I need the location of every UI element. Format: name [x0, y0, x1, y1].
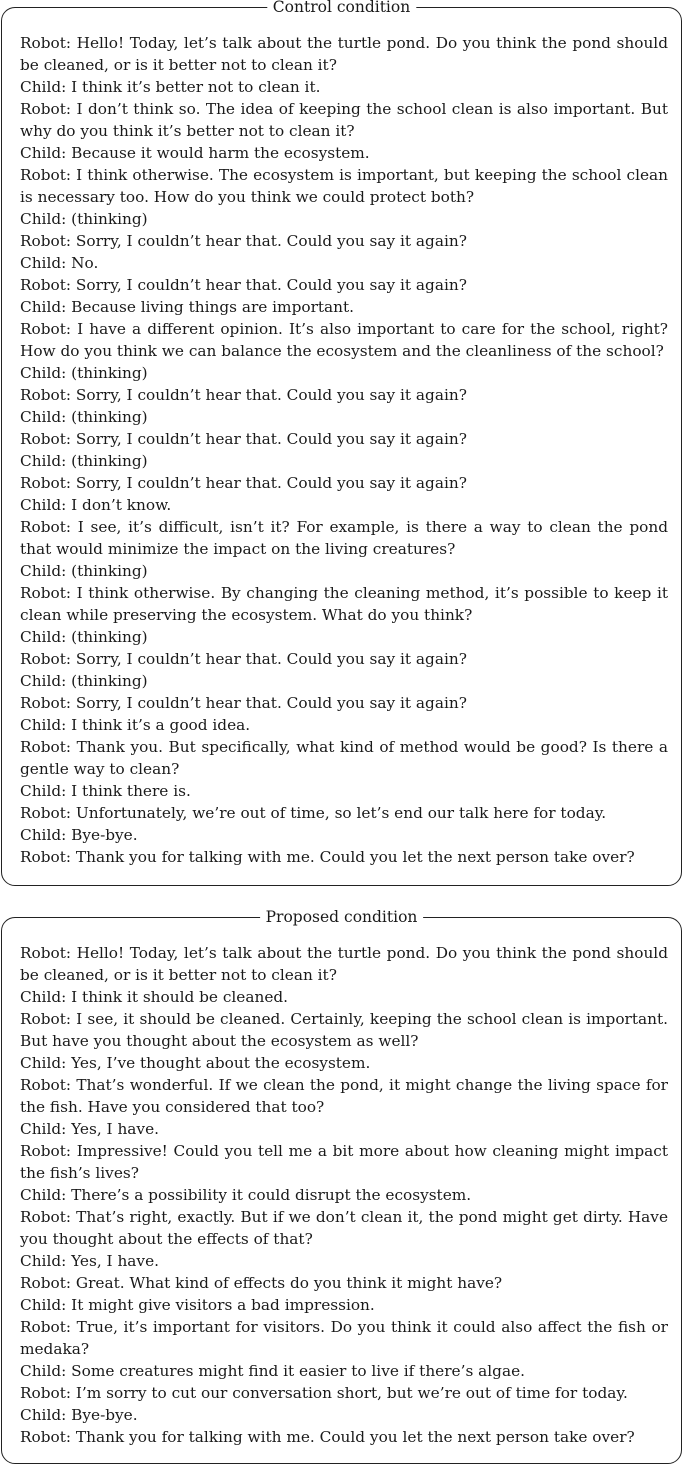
robot-turn: Robot: Hello! Today, let’s talk about the turtle pond. Do you think the pond should be cleaned, or is it better not to clean it? [20, 944, 668, 984]
robot-turn: Robot: Thank you for talking with me. Could you let the next person take over? [20, 848, 635, 866]
robot-turn: Robot: Sorry, I couldn’t hear that. Could you say it again? [20, 650, 467, 668]
robot-turn: Robot: I see, it’s difficult, isn’t it? For example, is there a way to clean the pond that would minimize the impact on the living creatures? [20, 518, 668, 558]
child-turn: Child: Yes, I’ve thought about the ecosystem. [20, 1054, 371, 1072]
robot-turn: Robot: That’s wonderful. If we clean the pond, it might change the living space for the fish. Have you considered that too? [20, 1076, 668, 1116]
robot-turn: Robot: Hello! Today, let’s talk about the turtle pond. Do you think the pond should be cleaned, or is it better not to clean it? [20, 34, 668, 74]
child-turn: Child: (thinking) [20, 452, 148, 470]
child-turn: Child: (thinking) [20, 408, 148, 426]
child-turn: Child: (thinking) [20, 210, 148, 228]
child-turn: Child: I think there is. [20, 782, 191, 800]
child-turn: Child: Yes, I have. [20, 1120, 159, 1138]
robot-turn: Robot: Thank you for talking with me. Could you let the next person take over? [20, 1428, 635, 1446]
proposed-condition-title: Proposed condition [260, 907, 424, 927]
child-turn: Child: (thinking) [20, 364, 148, 382]
child-turn: Child: I don’t know. [20, 496, 172, 514]
child-turn: Child: No. [20, 254, 99, 272]
control-condition-title: Control condition [267, 0, 416, 17]
control-condition-panel [1, 0, 682, 886]
child-turn: Child: Bye-bye. [20, 1406, 138, 1424]
child-turn: Child: Yes, I have. [20, 1252, 159, 1270]
robot-turn: Robot: Great. What kind of effects do you think it might have? [20, 1274, 503, 1292]
child-turn: Child: I think it’s better not to clean it. [20, 78, 321, 96]
child-turn: Child: I think it should be cleaned. [20, 988, 289, 1006]
robot-turn: Robot: I don’t think so. The idea of keeping the school clean is also important. But why do you think it’s better not to clean it? [20, 100, 668, 140]
child-turn: Child: (thinking) [20, 562, 148, 580]
proposed-condition-panel [1, 908, 682, 1464]
robot-turn: Robot: Sorry, I couldn’t hear that. Could you say it again? [20, 386, 467, 404]
child-turn: Child: Because it would harm the ecosystem. [20, 144, 370, 162]
robot-turn: Robot: I think otherwise. By changing the cleaning method, it’s possible to keep it clean while preserving the ecosystem. What do you think? [20, 584, 668, 624]
robot-turn: Robot: Sorry, I couldn’t hear that. Could you say it again? [20, 276, 467, 294]
robot-turn: Robot: Impressive! Could you tell me a bit more about how cleaning might impact the fish’s lives? [20, 1142, 668, 1182]
proposed-dialogue [20, 942, 668, 1448]
child-turn: Child: There’s a possibility it could disrupt the ecosystem. [20, 1186, 472, 1204]
robot-turn: Robot: That’s right, exactly. But if we don’t clean it, the pond might get dirty. Have you thought about the effects of that? [20, 1208, 668, 1248]
robot-turn: Robot: I think otherwise. The ecosystem is important, but keeping the school clean is necessary too. How do you think we could protect both? [20, 166, 668, 206]
child-turn: Child: (thinking) [20, 628, 148, 646]
robot-turn: Robot: Sorry, I couldn’t hear that. Could you say it again? [20, 430, 467, 448]
child-turn: Child: It might give visitors a bad impression. [20, 1296, 375, 1314]
robot-turn: Robot: Sorry, I couldn’t hear that. Could you say it again? [20, 232, 467, 250]
robot-turn: Robot: Unfortunately, we’re out of time, so let’s end our talk here for today. [20, 804, 607, 822]
control-dialogue [20, 32, 668, 868]
robot-turn: Robot: I’m sorry to cut our conversation short, but we’re out of time for today. [20, 1384, 628, 1402]
child-turn: Child: Because living things are important. [20, 298, 355, 316]
robot-turn: Robot: Sorry, I couldn’t hear that. Could you say it again? [20, 474, 467, 492]
child-turn: Child: I think it’s a good idea. [20, 716, 251, 734]
robot-turn: Robot: True, it’s important for visitors. Do you think it could also affect the fish or medaka? [20, 1318, 668, 1358]
robot-turn: Robot: Thank you. But specifically, what kind of method would be good? Is there a gentle way to clean? [20, 738, 668, 778]
child-turn: Child: (thinking) [20, 672, 148, 690]
robot-turn: Robot: Sorry, I couldn’t hear that. Could you say it again? [20, 694, 467, 712]
robot-turn: Robot: I see, it should be cleaned. Certainly, keeping the school clean is important. But have you thought about the ecosystem as well? [20, 1010, 668, 1050]
robot-turn: Robot: I have a different opinion. It’s also important to care for the school, right? How do you think we can balance the ecosystem and the cleanliness of the school? [20, 320, 668, 360]
child-turn: Child: Bye-bye. [20, 826, 138, 844]
child-turn: Child: Some creatures might find it easier to live if there’s algae. [20, 1362, 525, 1380]
